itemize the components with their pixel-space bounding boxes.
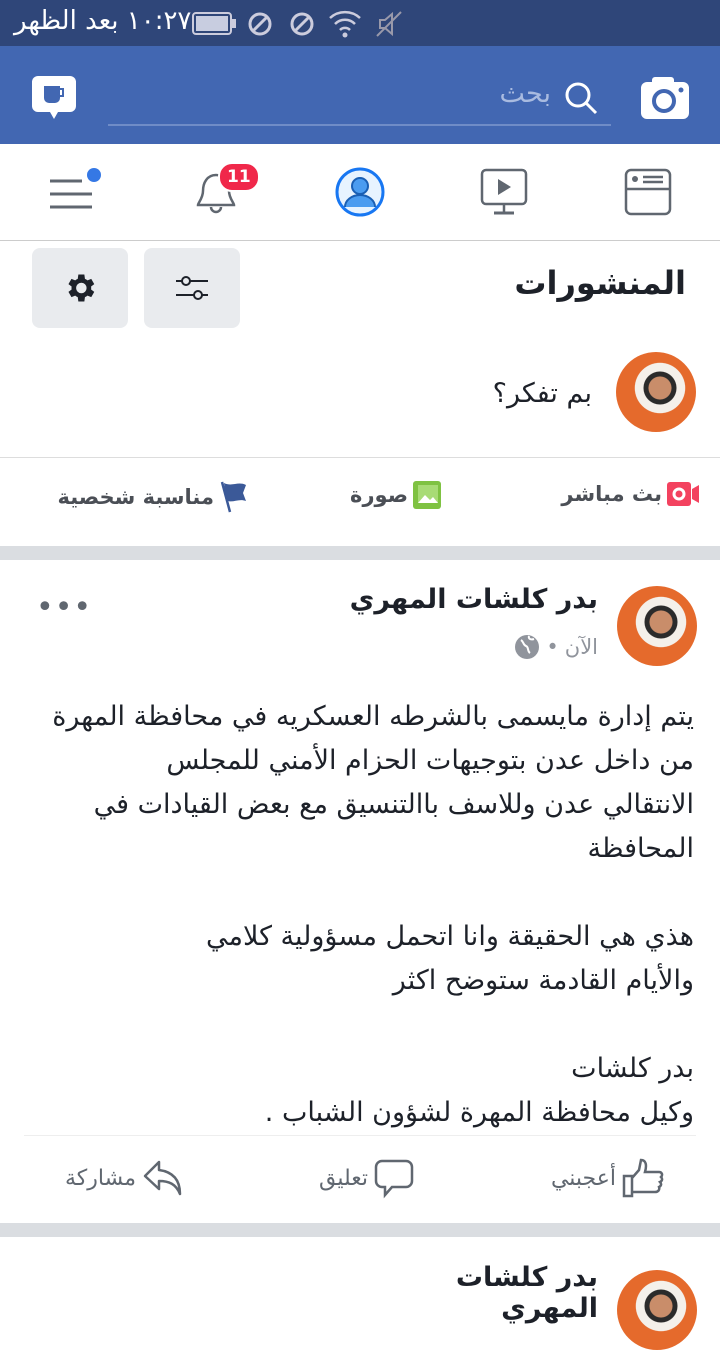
next-post-author xyxy=(398,1262,598,1324)
search-placeholder: بحث xyxy=(499,78,551,109)
status-bar xyxy=(0,0,720,46)
profile-icon xyxy=(335,167,385,217)
notification-dot xyxy=(87,168,101,182)
page-title: المنشورات xyxy=(514,264,686,302)
live-video-label: بث مباشر xyxy=(561,482,662,506)
search-input[interactable] xyxy=(108,76,611,126)
messenger-icon[interactable] xyxy=(30,74,78,122)
block-icon xyxy=(246,10,274,38)
menu-icon xyxy=(42,167,102,217)
flag-icon xyxy=(218,480,248,514)
avatar[interactable] xyxy=(616,352,696,432)
section-separator xyxy=(0,1223,720,1237)
tab-menu[interactable] xyxy=(0,144,144,240)
filter-button[interactable] xyxy=(144,248,240,328)
section-separator xyxy=(0,546,720,560)
divider xyxy=(24,1135,696,1136)
tab-profile[interactable] xyxy=(288,144,432,240)
next-post-author-name: بدر كلشات المهري xyxy=(455,1262,598,1324)
share-icon xyxy=(142,1158,184,1198)
post-line: يتم إدارة مايسمى بالشرطه العسكريه في محافظة المهرة xyxy=(52,701,694,732)
live-video-button[interactable] xyxy=(561,480,700,508)
share-label: مشاركة xyxy=(64,1165,136,1191)
comment-label: تعليق xyxy=(318,1165,368,1191)
post-line: الانتقالي عدن وللاسف باالتنسيق مع بعض القيادات في xyxy=(93,789,694,820)
life-event-label: مناسبة شخصية xyxy=(57,485,214,509)
photo-button[interactable] xyxy=(350,480,442,510)
wifi-icon xyxy=(328,8,362,38)
post-author-avatar[interactable] xyxy=(617,586,697,666)
post-time[interactable]: الآن xyxy=(564,635,598,659)
like-button[interactable] xyxy=(551,1158,664,1198)
tab-notifications[interactable] xyxy=(144,144,288,240)
photo-icon xyxy=(412,480,442,510)
next-post-avatar[interactable] xyxy=(617,1270,697,1350)
post-line xyxy=(14,871,694,915)
post-line: وكيل محافظة المهرة لشؤون الشباب . xyxy=(264,1097,694,1128)
post-text xyxy=(14,695,694,1135)
post-meta xyxy=(514,634,598,660)
tab-news-feed[interactable] xyxy=(576,144,720,240)
comment-button[interactable] xyxy=(319,1158,414,1198)
tab-bar xyxy=(0,144,720,241)
photo-label: صورة xyxy=(350,483,408,507)
post-line: المحافظة xyxy=(587,833,694,864)
status-time: ١٠:٢٧ بعد الظهر xyxy=(14,6,192,36)
comment-icon xyxy=(374,1158,414,1198)
public-globe-icon xyxy=(514,634,540,660)
app-bar xyxy=(0,46,720,144)
camera-icon[interactable] xyxy=(640,76,690,120)
meta-separator: • xyxy=(546,635,559,659)
more-options-button[interactable]: ••• xyxy=(36,590,93,625)
share-button[interactable] xyxy=(65,1158,184,1198)
composer-input[interactable]: بم تفكر؟ xyxy=(492,378,592,409)
mute-icon xyxy=(374,10,404,38)
settings-button[interactable] xyxy=(32,248,128,328)
post-line: بدر كلشات xyxy=(571,1053,694,1084)
filter-icon xyxy=(174,273,210,303)
like-label: أعجبني xyxy=(550,1165,616,1191)
thumbs-up-icon xyxy=(622,1158,664,1198)
post-line xyxy=(14,1003,694,1047)
gear-icon xyxy=(62,270,98,306)
search-icon xyxy=(563,80,599,116)
news-feed-icon xyxy=(623,167,673,217)
tab-watch[interactable] xyxy=(432,144,576,240)
post-line: من داخل عدن بتوجيهات الحزام الأمني للمجلس xyxy=(166,745,694,776)
block-icon xyxy=(288,10,316,38)
divider xyxy=(0,457,720,458)
watch-icon xyxy=(479,167,529,217)
battery-icon xyxy=(192,12,238,36)
notification-badge: 11 xyxy=(218,162,260,192)
life-event-button[interactable] xyxy=(57,480,248,514)
live-video-icon xyxy=(666,480,700,508)
post-author-name[interactable]: بدر كلشات المهري xyxy=(349,584,598,615)
post-line: هذي هي الحقيقة وانا اتحمل مسؤولية كلامي xyxy=(206,921,694,952)
post-line: والأيام القادمة ستوضح اكثر xyxy=(392,965,694,996)
